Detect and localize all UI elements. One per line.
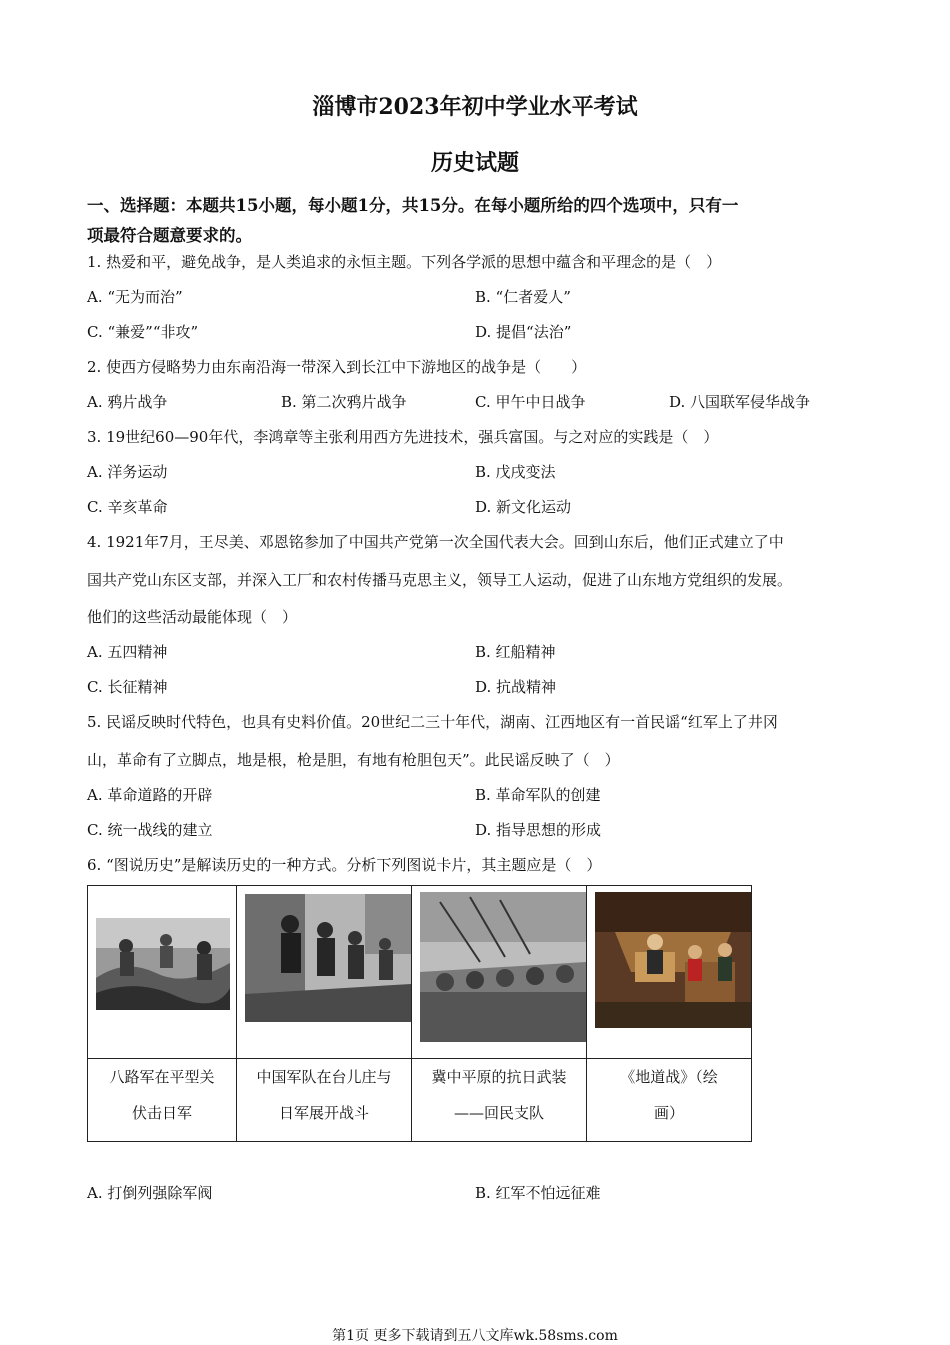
- caption-2-line2: 日军展开战斗: [278, 1104, 369, 1122]
- question-1-option-b: B. “仁者爱人”: [475, 288, 571, 306]
- question-1-option-c: C. “兼爱”“非攻”: [87, 323, 199, 341]
- caption-4-line1: 《地道战》（绘: [620, 1068, 718, 1086]
- question-4-stem-line1: 4. 1921年7月，王尽美、邓恩铭参加了中国共产党第一次全国代表大会。回到山东后，他们正式建立了中: [87, 533, 784, 551]
- question-3-stem: 3. 19世纪60—90年代，李鸿章等主张利用西方先进技术，强兵富国。与之对应的实践是（ ）: [87, 428, 719, 446]
- question-1-option-d: D. 提倡“法治”: [475, 323, 572, 341]
- caption-2: [237, 1059, 412, 1142]
- caption-1: [88, 1059, 237, 1142]
- photo-pingxingguan: [96, 918, 230, 1010]
- caption-1-line1: 八路军在平型关: [109, 1068, 215, 1086]
- caption-4-line2: 画）: [653, 1104, 684, 1122]
- question-6-stem: 6. “图说历史”是解读历史的一种方式。分析下列图说卡片，其主题应是（ ）: [87, 856, 602, 874]
- question-5-stem-line2: 山，革命有了立脚点，地是根，枪是胆，有地有枪胆包天”。此民谣反映了（ ）: [87, 751, 620, 769]
- question-5-stem-line1: 5. 民谣反映时代特色，也具有史料价值。20世纪二三十年代，湖南、江西地区有一首民谣“红军上了井冈: [87, 713, 778, 731]
- photo-cell-4: [587, 886, 752, 1059]
- exam-title: 淄博市2023年初中学业水平考试: [312, 94, 638, 120]
- question-5-option-d: D. 指导思想的形成: [475, 821, 602, 839]
- question-5-option-c: C. 统一战线的建立: [87, 821, 213, 839]
- caption-3: [412, 1059, 587, 1142]
- question-4-option-b: B. 红船精神: [475, 643, 556, 661]
- question-1-stem: 1. 热爱和平，避免战争，是人类追求的永恒主题。下列各学派的思想中蕴含和平理念的是（ ）: [87, 253, 722, 271]
- photo-cell-1: [88, 886, 237, 1059]
- question-4-option-d: D. 抗战精神: [475, 678, 557, 696]
- photo-huimin-zhidui: [420, 892, 586, 1042]
- question-5-option-a: A. 革命道路的开辟: [87, 786, 213, 804]
- question-5-option-b: B. 革命军队的创建: [475, 786, 601, 804]
- section-heading-line2: 项最符合题意要求的。: [87, 226, 252, 245]
- question-3-option-d: D. 新文化运动: [475, 498, 572, 516]
- question-3-option-a: A. 洋务运动: [87, 463, 168, 481]
- question-2-option-c: C. 甲午中日战争: [475, 393, 586, 411]
- photo-taierzhuang: [245, 894, 411, 1022]
- question-6-option-b: B. 红军不怕远征难: [475, 1184, 601, 1202]
- question-3-option-c: C. 辛亥革命: [87, 498, 168, 516]
- caption-3-line2: ——回民支队: [453, 1104, 544, 1122]
- exam-subtitle: 历史试题: [430, 150, 519, 176]
- question-4-option-c: C. 长征精神: [87, 678, 168, 696]
- caption-2-line1: 中国军队在台儿庄与: [256, 1068, 392, 1086]
- question-4-option-a: A. 五四精神: [87, 643, 168, 661]
- question-2-option-b: B. 第二次鸦片战争: [281, 393, 407, 411]
- question-1-option-a: A. “无为而治”: [87, 288, 183, 306]
- question-6-option-a: A. 打倒列强除军阀: [87, 1184, 213, 1202]
- page-footer: 第1页 更多下载请到五八文库wk.58sms.com: [332, 1328, 618, 1344]
- picture-card-table: [87, 885, 752, 1142]
- question-2-option-a: A. 鸦片战争: [87, 393, 168, 411]
- painting-didaozhan: [595, 892, 751, 1028]
- question-2-option-d: D. 八国联军侵华战争: [669, 393, 811, 411]
- caption-1-line2: 伏击日军: [131, 1104, 192, 1122]
- question-2-stem: 2. 使西方侵略势力由东南沿海一带深入到长江中下游地区的战争是（ ）: [87, 358, 587, 376]
- section-heading-line1: 一、选择题：本题共15小题，每小题1分，共15分。在每小题所给的四个选项中，只有一: [87, 196, 739, 215]
- question-4-stem-line2: 国共产党山东区支部，并深入工厂和农村传播马克思主义，领导工人运动，促进了山东地方党组织的发展。: [87, 571, 793, 589]
- photo-cell-3: [412, 886, 587, 1059]
- question-4-stem-line3: 他们的这些活动最能体现（ ）: [87, 608, 298, 626]
- photo-cell-2: [237, 886, 412, 1059]
- caption-4: [587, 1059, 752, 1142]
- question-3-option-b: B. 戊戌变法: [475, 463, 556, 481]
- caption-3-line1: 冀中平原的抗日武装: [431, 1068, 567, 1086]
